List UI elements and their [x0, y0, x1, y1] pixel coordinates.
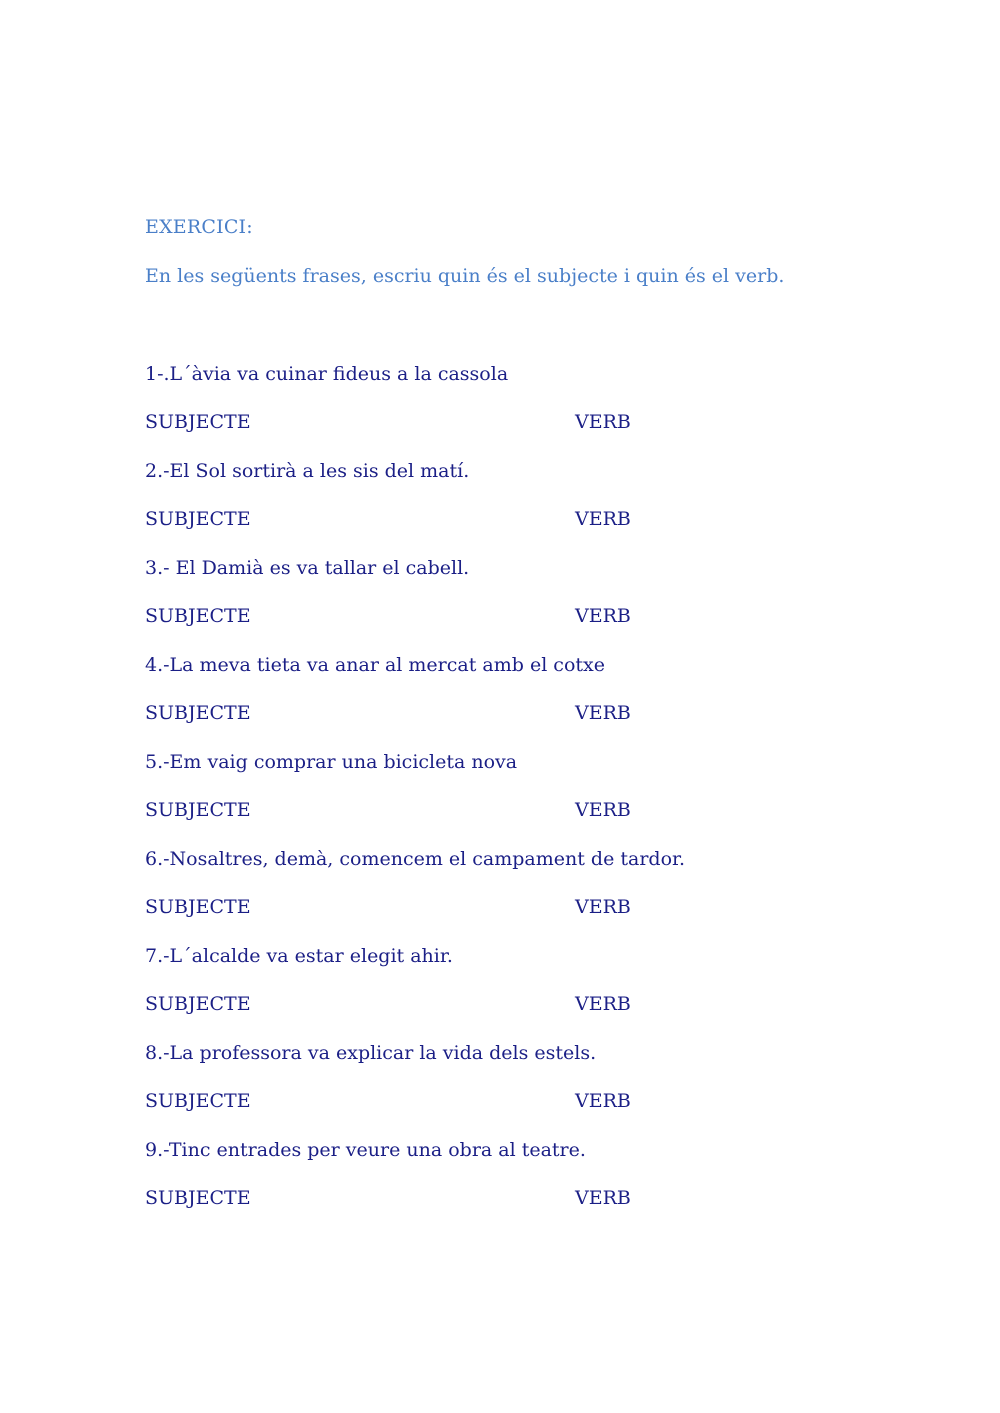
verb-label-5: VERB — [575, 799, 631, 821]
subject-label-5: SUBJECTE — [145, 799, 251, 821]
verb-label-9: VERB — [575, 1187, 631, 1209]
answer-row-4 — [145, 701, 845, 725]
sentence-5: 5.-Em vaig comprar una bicicleta nova — [145, 751, 518, 773]
verb-label-8: VERB — [575, 1090, 631, 1112]
answer-row-7 — [145, 992, 845, 1016]
exercise-instruction: En les següents frases, escriu quin és el subjecte i quin és el verb. — [145, 265, 785, 287]
sentence-4: 4.-La meva tieta va anar al mercat amb el cotxe — [145, 654, 605, 676]
exercise-list — [145, 362, 845, 1235]
sentence-3: 3.- El Damià es va tallar el cabell. — [145, 557, 470, 579]
verb-label-4: VERB — [575, 702, 631, 724]
verb-label-7: VERB — [575, 993, 631, 1015]
sentence-7: 7.-L´alcalde va estar elegit ahir. — [145, 945, 453, 967]
sentence-1: 1-.L´àvia va cuinar fideus a la cassola — [145, 363, 509, 385]
subject-label-3: SUBJECTE — [145, 605, 251, 627]
verb-label-2: VERB — [575, 508, 631, 530]
exercise-item-8 — [145, 1041, 845, 1138]
subject-label-2: SUBJECTE — [145, 508, 251, 530]
answer-row-3 — [145, 604, 845, 628]
verb-label-1: VERB — [575, 411, 631, 433]
exercise-item-4 — [145, 653, 845, 750]
exercise-item-2 — [145, 459, 845, 556]
answer-row-6 — [145, 895, 845, 919]
answer-row-2 — [145, 507, 845, 531]
exercise-item-7 — [145, 944, 845, 1041]
answer-row-1 — [145, 410, 845, 434]
exercise-item-9 — [145, 1138, 845, 1235]
subject-label-4: SUBJECTE — [145, 702, 251, 724]
sentence-8: 8.-La professora va explicar la vida dels estels. — [145, 1042, 597, 1064]
subject-label-1: SUBJECTE — [145, 411, 251, 433]
subject-label-9: SUBJECTE — [145, 1187, 251, 1209]
exercise-heading: EXERCICI: — [145, 216, 253, 238]
sentence-6: 6.-Nosaltres, demà, comencem el campament de tardor. — [145, 848, 686, 870]
answer-row-5 — [145, 798, 845, 822]
exercise-item-5 — [145, 750, 845, 847]
sentence-9: 9.-Tinc entrades per veure una obra al teatre. — [145, 1139, 586, 1161]
subject-label-6: SUBJECTE — [145, 896, 251, 918]
answer-row-9 — [145, 1186, 845, 1210]
subject-label-8: SUBJECTE — [145, 1090, 251, 1112]
verb-label-3: VERB — [575, 605, 631, 627]
verb-label-6: VERB — [575, 896, 631, 918]
sentence-2: 2.-El Sol sortirà a les sis del matí. — [145, 460, 470, 482]
answer-row-8 — [145, 1089, 845, 1113]
subject-label-7: SUBJECTE — [145, 993, 251, 1015]
exercise-item-3 — [145, 556, 845, 653]
exercise-item-6 — [145, 847, 845, 944]
exercise-item-1 — [145, 362, 845, 459]
